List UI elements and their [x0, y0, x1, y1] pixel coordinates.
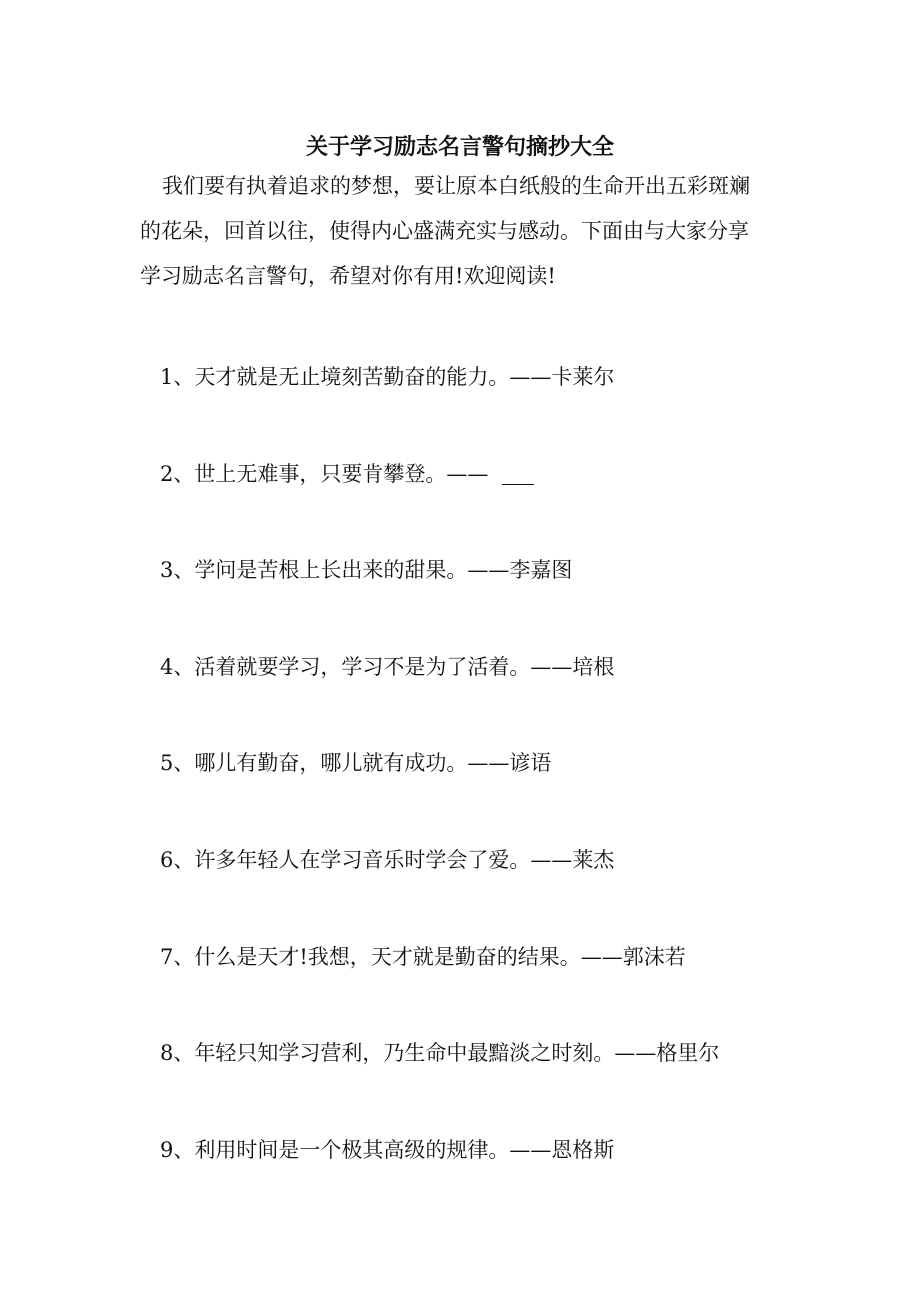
quote-item [160, 743, 860, 840]
intro-paragraph [140, 164, 780, 299]
document-title: 关于学习励志名言警句摘抄大全 [305, 133, 614, 160]
quote-item [160, 1033, 860, 1130]
quote-item [160, 454, 860, 551]
quote-item [160, 550, 860, 647]
author-blank-line [502, 462, 534, 485]
quote-text: 8、年轻只知学习营利，乃生命中最黯淡之时刻。——格里尔 [160, 1041, 720, 1066]
quote-list [160, 357, 860, 1226]
intro-line: 的花朵，回首以往，使得内心盛满充实与感动。下面由与大家分享 [140, 219, 749, 243]
quote-text: 3、学问是苦根上长出来的甜果。——李嘉图 [160, 558, 573, 583]
quote-item [160, 937, 860, 1034]
quote-text: 6、许多年轻人在学习音乐时学会了爱。——莱杰 [160, 847, 615, 872]
intro-line: 学习励志名言警句，希望对你有用!欢迎阅读! [140, 264, 556, 288]
quote-text: 7、什么是天才!我想，天才就是勤奋的结果。——郭沫若 [160, 944, 686, 969]
quote-item [160, 840, 860, 937]
quote-item [160, 357, 860, 454]
quote-item [160, 647, 860, 744]
quote-text: 4、活着就要学习，学习不是为了活着。——培根 [160, 654, 615, 679]
quote-text: 9、利用时间是一个极其高级的规律。——恩格斯 [160, 1137, 615, 1162]
intro-line: 我们要有执着追求的梦想，要让原本白纸般的生命开出五彩斑斓 [162, 174, 750, 198]
quote-item [160, 1130, 860, 1227]
quote-text: 5、哪儿有勤奋，哪儿就有成功。——谚语 [160, 751, 552, 776]
quote-text: 2、世上无难事，只要肯攀登。—— [160, 461, 489, 486]
quote-text: 1、天才就是无止境刻苦勤奋的能力。——卡莱尔 [160, 365, 615, 389]
